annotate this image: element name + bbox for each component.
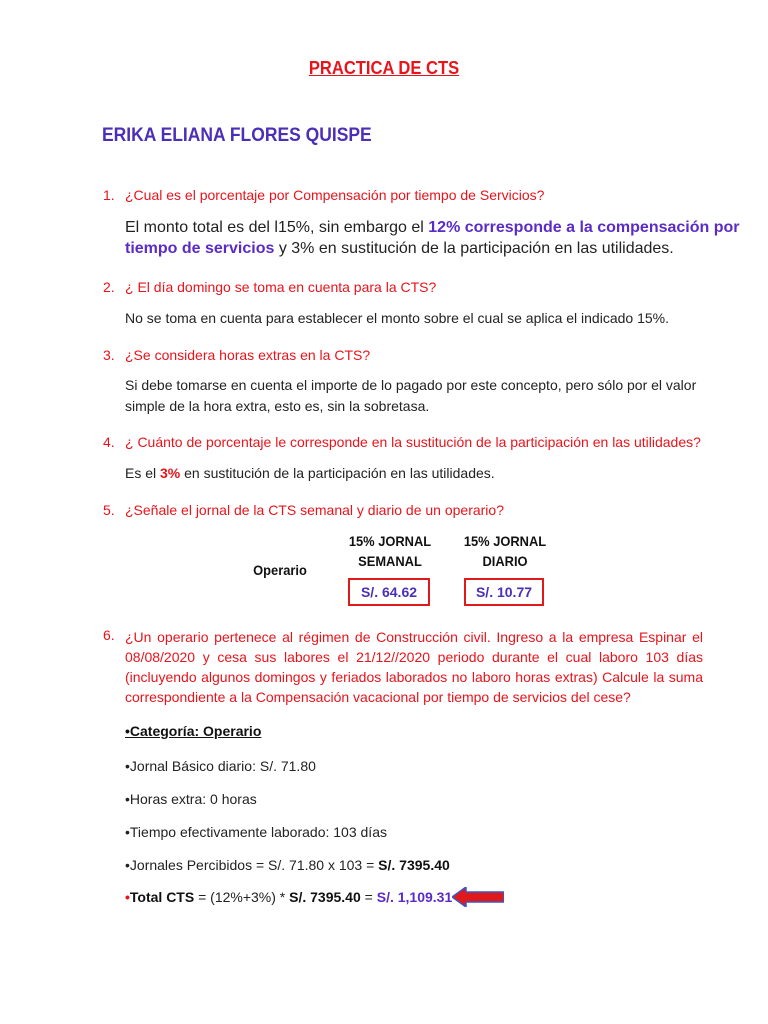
question-text: ¿ Cuánto de porcentaje le corresponde en la sustitución de la participación en las utilidades? <box>125 434 701 450</box>
answer-text: en sustitución de la participación en las utilidades. <box>180 465 495 481</box>
bullet: • <box>125 889 130 905</box>
answer-3 <box>125 375 696 417</box>
question-text: ¿Señale el jornal de la CTS semanal y diario de un operario? <box>125 502 504 518</box>
question-number: 3. <box>103 347 115 363</box>
header-line: DIARIO <box>482 553 528 569</box>
time-worked: •Tiempo efectivamente laborado: 103 días <box>125 824 387 840</box>
weekly-value: S/. 64.62 <box>348 578 430 606</box>
daily-value: S/. 10.77 <box>464 578 544 606</box>
total-formula: = (12%+3%) * <box>194 889 290 905</box>
wages-value: S/. 7395.40 <box>378 857 450 873</box>
question-5 <box>103 502 504 518</box>
question-number: 4. <box>103 434 115 450</box>
answer-4 <box>125 463 495 484</box>
table-row-label: Operario <box>253 562 307 578</box>
left-arrow-icon <box>452 887 504 907</box>
equals-sign: = <box>360 889 377 905</box>
question-number: 2. <box>103 279 115 295</box>
overtime: •Horas extra: 0 horas <box>125 791 257 807</box>
question-3 <box>103 347 370 363</box>
wages-received <box>125 857 450 873</box>
question-6-text: ¿Un operario pertenece al régimen de Construcción civil. Ingreso a la empresa Espinar el 08/08/2020 y cesa sus labores el 21/12//2020 periodo durante el cual laboro 103 días (incluyendo algunos domingos y feriados laborados no laboro horas extras) Calcule la suma correspondiente a la Compensación vacacional por tiempo de servicios del cese? <box>125 629 703 705</box>
header-line: 15% JORNAL <box>348 533 432 549</box>
question-text: ¿ El día domingo se toma en cuenta para la CTS? <box>125 279 437 295</box>
total-base: S/. 7395.40 <box>289 889 361 905</box>
answer-2: No se toma en cuenta para establecer el monto sobre el cual se aplica el indicado 15%. <box>125 310 669 326</box>
answer-highlight: 12% corresponde a la compensación por <box>428 219 740 236</box>
question-number: 1. <box>103 187 115 203</box>
question-6-number: 6. <box>103 627 115 643</box>
total-label: Total CTS <box>129 889 195 905</box>
header-line: 15% JORNAL <box>463 533 547 549</box>
question-2 <box>103 279 436 295</box>
author-name: ERIKA ELIANA FLORES QUISPE <box>102 125 372 146</box>
question-text: ¿Se considera horas extras en la CTS? <box>125 347 371 363</box>
total-cts <box>125 889 452 905</box>
table-header-weekly <box>339 531 440 571</box>
answer-text: Es el <box>125 465 161 481</box>
header-line: SEMANAL <box>358 553 422 569</box>
answer-line: Si debe tomarse en cuenta el importe de lo pagado por este concepto, pero sólo por el valor <box>125 377 697 393</box>
basic-wage: •Jornal Básico diario: S/. 71.80 <box>125 758 316 774</box>
answer-text: y 3% en sustitución de la participación en las utilidades. <box>274 240 674 257</box>
question-number: 5. <box>103 502 115 518</box>
question-1 <box>103 187 544 203</box>
answer-line: simple de la hora extra, esto es, sin la sobretasa. <box>125 398 430 414</box>
question-text: ¿Cual es el porcentaje por Compensación por tiempo de Servicios? <box>125 187 545 203</box>
table-header-daily <box>454 531 555 571</box>
page-title: PRACTICA DE CTS <box>308 58 460 78</box>
answer-highlight: 3% <box>160 465 181 481</box>
total-value: S/. 1,109.31 <box>376 889 453 905</box>
answer-highlight: tiempo de servicios <box>125 240 275 257</box>
answer-text: El monto total es del l15%, sin embargo el <box>125 219 429 236</box>
wages-formula: •Jornales Percibidos = S/. 71.80 x 103 = <box>125 857 379 873</box>
question-4 <box>103 434 701 450</box>
category-label: •Categoría: Operario <box>125 723 262 739</box>
answer-1 <box>125 217 740 259</box>
